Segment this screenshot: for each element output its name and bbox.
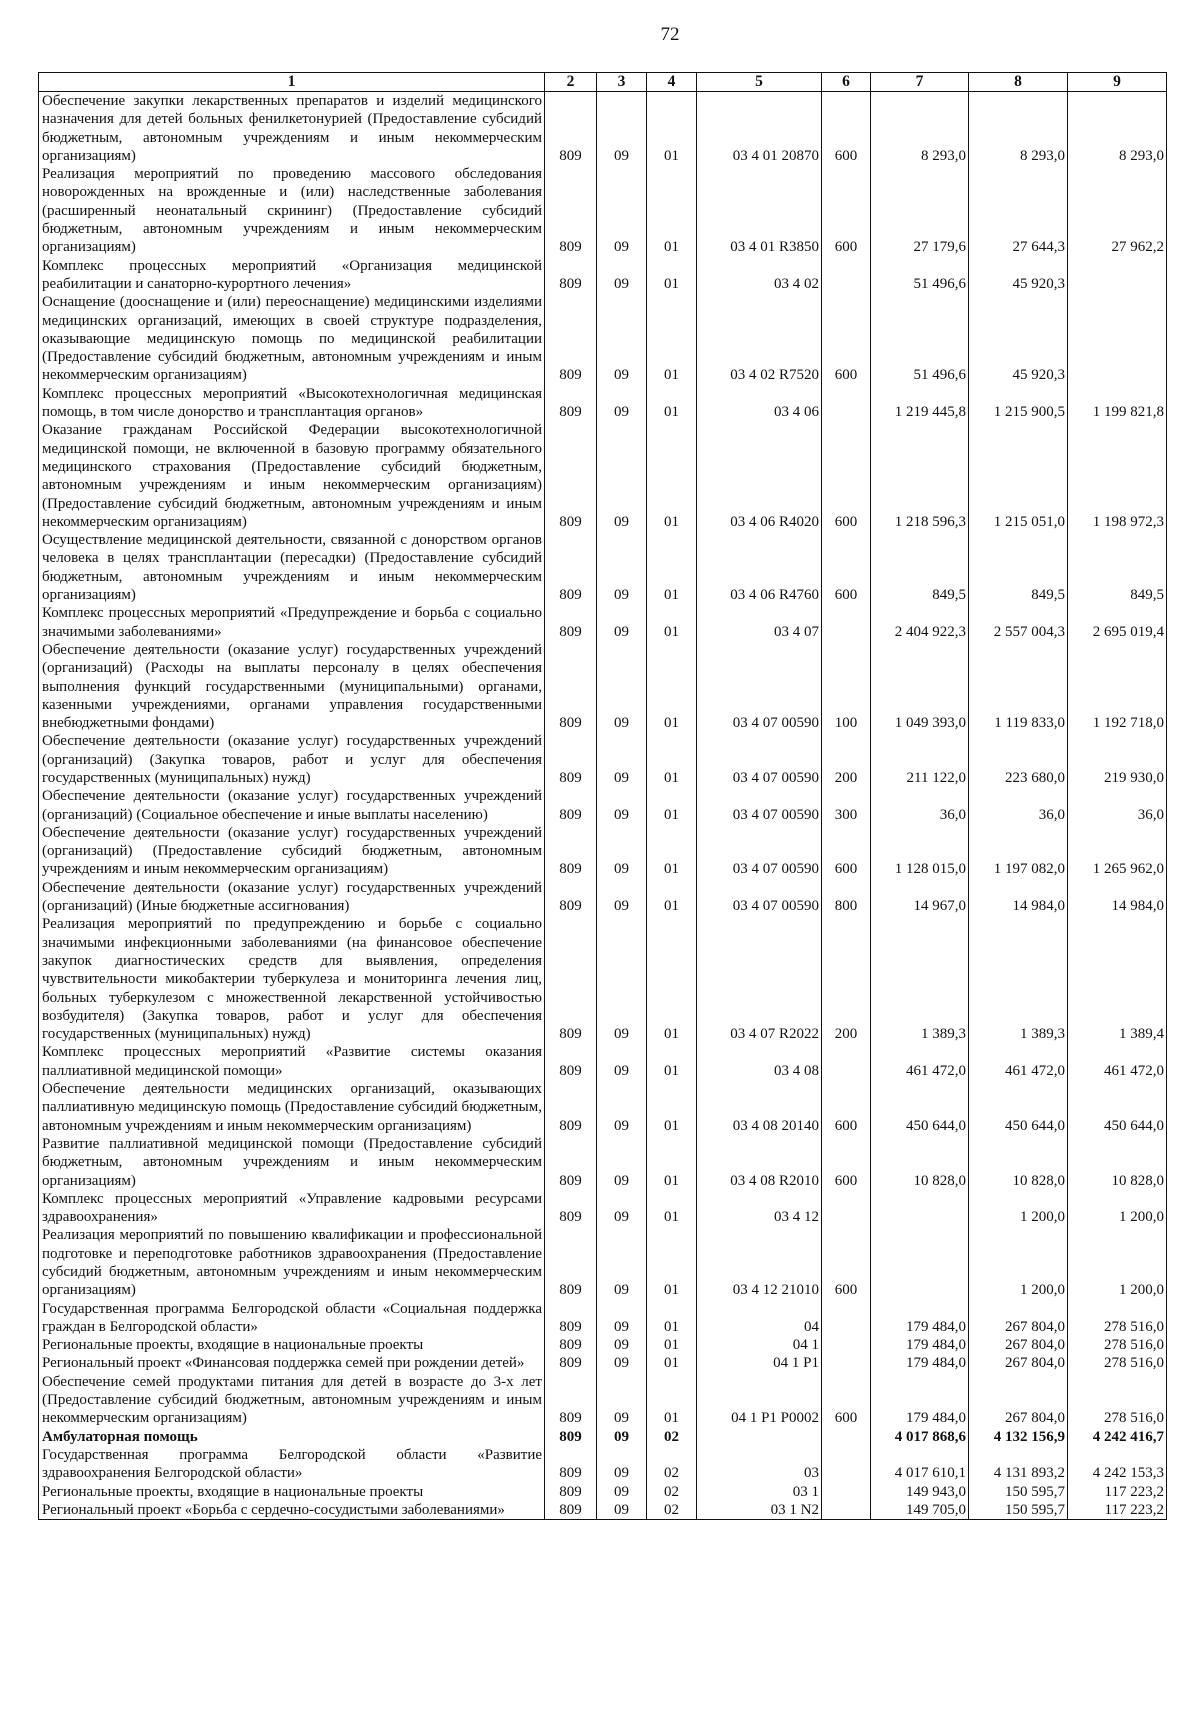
- amount-year-2: 45 920,3: [969, 257, 1068, 294]
- target-article-code: 03 4 07: [697, 604, 822, 641]
- table-row: [39, 641, 1167, 732]
- row-description: Амбулаторная помощь: [39, 1428, 545, 1446]
- section-code: 09: [597, 1226, 647, 1299]
- expense-type-code: 800: [822, 879, 871, 916]
- table-row: [39, 1354, 1167, 1372]
- table-row: [39, 1190, 1167, 1227]
- admin-code: 809: [545, 1135, 597, 1190]
- amount-year-3: 8 293,0: [1068, 92, 1167, 166]
- expense-type-code: [822, 1483, 871, 1501]
- subsection-code: 01: [647, 1190, 697, 1227]
- target-article-code: 03 4 07 R2022: [697, 915, 822, 1043]
- admin-code: 809: [545, 641, 597, 732]
- amount-year-3: [1068, 257, 1167, 294]
- amount-year-3: 1 198 972,3: [1068, 421, 1167, 531]
- amount-year-2: 267 804,0: [969, 1354, 1068, 1372]
- subsection-code: 01: [647, 1336, 697, 1354]
- section-code: 09: [597, 1135, 647, 1190]
- expense-type-code: 600: [822, 1226, 871, 1299]
- admin-code: 809: [545, 1300, 597, 1337]
- section-code: 09: [597, 915, 647, 1043]
- amount-year-2: 1 389,3: [969, 915, 1068, 1043]
- section-code: 09: [597, 1336, 647, 1354]
- section-code: 09: [597, 1080, 647, 1135]
- admin-code: 809: [545, 1354, 597, 1372]
- row-description: Реализация мероприятий по проведению массового обследования новорожденных на врожденные и (или) наследственные заболевания (расширенный неонатальный скрининг) (Предоставление субсидий бюджетным, автономным учреждениям и иным некоммерческим организациям): [39, 165, 545, 256]
- amount-year-1: 849,5: [871, 531, 969, 604]
- target-article-code: 03 4 08 R2010: [697, 1135, 822, 1190]
- admin-code: 809: [545, 787, 597, 824]
- target-article-code: 03 4 07 00590: [697, 824, 822, 879]
- amount-year-3: 2 695 019,4: [1068, 604, 1167, 641]
- subsection-code: 01: [647, 1080, 697, 1135]
- row-description: Комплекс процессных мероприятий «Развитие системы оказания паллиативной медицинской помощи»: [39, 1043, 545, 1080]
- section-code: 09: [597, 732, 647, 787]
- amount-year-1: [871, 1190, 969, 1227]
- admin-code: 809: [545, 879, 597, 916]
- amount-year-2: 1 200,0: [969, 1226, 1068, 1299]
- column-number: 8: [969, 73, 1068, 92]
- table-row: [39, 1428, 1167, 1446]
- row-description: Комплекс процессных мероприятий «Высокотехнологичная медицинская помощь, в том числе донорство и трансплантация органов»: [39, 385, 545, 422]
- table-row: [39, 1336, 1167, 1354]
- amount-year-3: 117 223,2: [1068, 1483, 1167, 1501]
- amount-year-3: 219 930,0: [1068, 732, 1167, 787]
- row-description: Региональные проекты, входящие в национальные проекты: [39, 1483, 545, 1501]
- subsection-code: 01: [647, 1226, 697, 1299]
- admin-code: 809: [545, 1501, 597, 1520]
- amount-year-1: 1 218 596,3: [871, 421, 969, 531]
- amount-year-1: 1 128 015,0: [871, 824, 969, 879]
- admin-code: 809: [545, 1226, 597, 1299]
- target-article-code: 03 4 07 00590: [697, 787, 822, 824]
- amount-year-1: 36,0: [871, 787, 969, 824]
- section-code: 09: [597, 1483, 647, 1501]
- amount-year-1: 4 017 868,6: [871, 1428, 969, 1446]
- section-code: 09: [597, 1300, 647, 1337]
- table-row: [39, 1446, 1167, 1483]
- amount-year-3: 1 200,0: [1068, 1226, 1167, 1299]
- row-description: Региональные проекты, входящие в национальные проекты: [39, 1336, 545, 1354]
- table-row: [39, 604, 1167, 641]
- amount-year-1: 179 484,0: [871, 1354, 969, 1372]
- row-description: Оказание гражданам Российской Федерации высокотехнологичной медицинской помощи, не включенной в базовую программу обязательного медицинского страхования (Предоставление субсидий бюджетным, автономным учреждениям и иным некоммерческим организациям) (Предоставление субсидий бюджетным, автономным учреждениям и иным некоммерческим организациям): [39, 421, 545, 531]
- table-row: [39, 421, 1167, 531]
- target-article-code: 03 4 07 00590: [697, 879, 822, 916]
- amount-year-2: 150 595,7: [969, 1483, 1068, 1501]
- subsection-code: 02: [647, 1446, 697, 1483]
- admin-code: 809: [545, 915, 597, 1043]
- amount-year-1: 149 943,0: [871, 1483, 969, 1501]
- admin-code: 809: [545, 165, 597, 256]
- target-article-code: 03 4 12 21010: [697, 1226, 822, 1299]
- admin-code: 809: [545, 1080, 597, 1135]
- amount-year-3: 1 192 718,0: [1068, 641, 1167, 732]
- expense-type-code: 200: [822, 732, 871, 787]
- expense-type-code: 600: [822, 1373, 871, 1428]
- subsection-code: 01: [647, 531, 697, 604]
- target-article-code: 03 1: [697, 1483, 822, 1501]
- column-number: 2: [545, 73, 597, 92]
- amount-year-1: 179 484,0: [871, 1336, 969, 1354]
- admin-code: 809: [545, 1336, 597, 1354]
- expense-type-code: [822, 1501, 871, 1520]
- amount-year-2: 1 197 082,0: [969, 824, 1068, 879]
- amount-year-3: 1 389,4: [1068, 915, 1167, 1043]
- admin-code: 809: [545, 293, 597, 384]
- expense-type-code: 600: [822, 293, 871, 384]
- section-code: 09: [597, 604, 647, 641]
- column-number: 4: [647, 73, 697, 92]
- amount-year-2: 2 557 004,3: [969, 604, 1068, 641]
- target-article-code: 03 4 01 20870: [697, 92, 822, 166]
- expense-type-code: 300: [822, 787, 871, 824]
- amount-year-2: 267 804,0: [969, 1336, 1068, 1354]
- admin-code: 809: [545, 604, 597, 641]
- row-description: Обеспечение деятельности (оказание услуг) государственных учреждений (организаций) (Иные бюджетные ассигнования): [39, 879, 545, 916]
- amount-year-3: 27 962,2: [1068, 165, 1167, 256]
- expense-type-code: 600: [822, 421, 871, 531]
- amount-year-3: 278 516,0: [1068, 1354, 1167, 1372]
- admin-code: 809: [545, 1446, 597, 1483]
- table-row: [39, 915, 1167, 1043]
- expense-type-code: 600: [822, 92, 871, 166]
- admin-code: 809: [545, 1190, 597, 1227]
- budget-table: [38, 72, 1167, 1520]
- subsection-code: 01: [647, 787, 697, 824]
- row-description: Обеспечение закупки лекарственных препаратов и изделий медицинского назначения для детей больных фенилкетонурией (Предоставление субсидий бюджетным, автономным учреждениям и иным некоммерческим организациям): [39, 92, 545, 166]
- table-row: [39, 92, 1167, 166]
- amount-year-3: 14 984,0: [1068, 879, 1167, 916]
- expense-type-code: [822, 1354, 871, 1372]
- amount-year-1: 149 705,0: [871, 1501, 969, 1520]
- amount-year-2: 1 119 833,0: [969, 641, 1068, 732]
- row-description: Государственная программа Белгородской области «Развитие здравоохранения Белгородской области»: [39, 1446, 545, 1483]
- subsection-code: 01: [647, 1373, 697, 1428]
- subsection-code: 01: [647, 92, 697, 166]
- column-number-row: [39, 73, 1167, 92]
- amount-year-1: 450 644,0: [871, 1080, 969, 1135]
- section-code: 09: [597, 165, 647, 256]
- amount-year-1: 51 496,6: [871, 257, 969, 294]
- amount-year-1: 1 389,3: [871, 915, 969, 1043]
- amount-year-2: 450 644,0: [969, 1080, 1068, 1135]
- amount-year-2: 1 215 051,0: [969, 421, 1068, 531]
- target-article-code: [697, 1428, 822, 1446]
- amount-year-2: 1 215 900,5: [969, 385, 1068, 422]
- table-row: [39, 732, 1167, 787]
- target-article-code: 03 1 N2: [697, 1501, 822, 1520]
- target-article-code: 03 4 06 R4020: [697, 421, 822, 531]
- subsection-code: 02: [647, 1483, 697, 1501]
- target-article-code: 03 4 08: [697, 1043, 822, 1080]
- expense-type-code: [822, 1190, 871, 1227]
- expense-type-code: [822, 604, 871, 641]
- row-description: Обеспечение деятельности (оказание услуг) государственных учреждений (организаций) (Социальное обеспечение и иные выплаты населению): [39, 787, 545, 824]
- amount-year-3: [1068, 293, 1167, 384]
- subsection-code: 01: [647, 293, 697, 384]
- amount-year-3: 450 644,0: [1068, 1080, 1167, 1135]
- admin-code: 809: [545, 1373, 597, 1428]
- section-code: 09: [597, 1190, 647, 1227]
- admin-code: 809: [545, 257, 597, 294]
- table-row: [39, 824, 1167, 879]
- amount-year-1: 1 049 393,0: [871, 641, 969, 732]
- amount-year-3: 278 516,0: [1068, 1373, 1167, 1428]
- row-description: Обеспечение деятельности (оказание услуг) государственных учреждений (организаций) (Закупка товаров, работ и услуг для обеспечения государственных (муниципальных) нужд): [39, 732, 545, 787]
- expense-type-code: [822, 1043, 871, 1080]
- amount-year-2: 223 680,0: [969, 732, 1068, 787]
- expense-type-code: [822, 1428, 871, 1446]
- subsection-code: 01: [647, 165, 697, 256]
- section-code: 09: [597, 421, 647, 531]
- amount-year-2: 45 920,3: [969, 293, 1068, 384]
- amount-year-2: 10 828,0: [969, 1135, 1068, 1190]
- expense-type-code: [822, 257, 871, 294]
- row-description: Реализация мероприятий по предупреждению и борьбе с социально значимыми инфекционными заболеваниями (на финансовое обеспечение закупок диагностических средств для выявления, определения чувствительности микобактерии туберкулеза и мониторинга лечения лиц, больных туберкулезом с множественной лекарственной устойчивостью возбудителя) (Закупка товаров, работ и услуг для обеспечения государственных (муниципальных) нужд): [39, 915, 545, 1043]
- section-code: 09: [597, 787, 647, 824]
- row-description: Комплекс процессных мероприятий «Предупреждение и борьба с социально значимыми заболеваниями»: [39, 604, 545, 641]
- subsection-code: 01: [647, 879, 697, 916]
- table-row: [39, 293, 1167, 384]
- section-code: 09: [597, 1446, 647, 1483]
- expense-type-code: 200: [822, 915, 871, 1043]
- amount-year-3: 1 199 821,8: [1068, 385, 1167, 422]
- amount-year-2: 8 293,0: [969, 92, 1068, 166]
- section-code: 09: [597, 293, 647, 384]
- amount-year-1: 179 484,0: [871, 1300, 969, 1337]
- amount-year-1: 461 472,0: [871, 1043, 969, 1080]
- expense-type-code: [822, 385, 871, 422]
- target-article-code: 03 4 07 00590: [697, 641, 822, 732]
- subsection-code: 02: [647, 1428, 697, 1446]
- amount-year-3: 278 516,0: [1068, 1336, 1167, 1354]
- row-description: Обеспечение семей продуктами питания для детей в возрасте до 3-х лет (Предоставление субсидий бюджетным, автономным учреждениям и иным некоммерческим организациям): [39, 1373, 545, 1428]
- subsection-code: 01: [647, 604, 697, 641]
- row-description: Обеспечение деятельности медицинских организаций, оказывающих паллиативную медицинскую помощь (Предоставление субсидий бюджетным, автономным учреждениям и иным некоммерческим организациям): [39, 1080, 545, 1135]
- column-number: 1: [39, 73, 545, 92]
- amount-year-2: 1 200,0: [969, 1190, 1068, 1227]
- expense-type-code: 600: [822, 165, 871, 256]
- amount-year-3: 10 828,0: [1068, 1135, 1167, 1190]
- subsection-code: 01: [647, 421, 697, 531]
- section-code: 09: [597, 257, 647, 294]
- table-row: [39, 257, 1167, 294]
- column-number: 7: [871, 73, 969, 92]
- target-article-code: 03 4 12: [697, 1190, 822, 1227]
- section-code: 09: [597, 879, 647, 916]
- row-description: Развитие паллиативной медицинской помощи (Предоставление субсидий бюджетным, автономным учреждениям и иным некоммерческим организациям): [39, 1135, 545, 1190]
- target-article-code: 04 1: [697, 1336, 822, 1354]
- row-description: Осуществление медицинской деятельности, связанной с донорством органов человека в целях трансплантации (пересадки) (Предоставление субсидий бюджетным, автономным учреждениям и иным некоммерческим организациям): [39, 531, 545, 604]
- table-row: [39, 385, 1167, 422]
- row-description: Обеспечение деятельности (оказание услуг) государственных учреждений (организаций) (Предоставление субсидий бюджетным, автономным учреждениям и иным некоммерческим организациям): [39, 824, 545, 879]
- table-row: [39, 1483, 1167, 1501]
- row-description: Обеспечение деятельности (оказание услуг) государственных учреждений (организаций) (Расходы на выплаты персоналу в целях обеспечения выполнения функций государственными (муниципальными) органами, казенными учреждениями, органами управления государственными внебюджетными фондами): [39, 641, 545, 732]
- subsection-code: 01: [647, 1300, 697, 1337]
- page-number: 72: [660, 24, 680, 45]
- target-article-code: 03: [697, 1446, 822, 1483]
- section-code: 09: [597, 641, 647, 732]
- amount-year-1: 10 828,0: [871, 1135, 969, 1190]
- column-number: 9: [1068, 73, 1167, 92]
- target-article-code: 04 1 P1: [697, 1354, 822, 1372]
- amount-year-1: 8 293,0: [871, 92, 969, 166]
- expense-type-code: [822, 1336, 871, 1354]
- expense-type-code: [822, 1446, 871, 1483]
- amount-year-2: 36,0: [969, 787, 1068, 824]
- amount-year-1: 211 122,0: [871, 732, 969, 787]
- table-row: [39, 1373, 1167, 1428]
- subsection-code: 01: [647, 1354, 697, 1372]
- amount-year-3: 4 242 153,3: [1068, 1446, 1167, 1483]
- amount-year-2: 4 132 156,9: [969, 1428, 1068, 1446]
- subsection-code: 01: [647, 641, 697, 732]
- row-description: Региональный проект «Борьба с сердечно-сосудистыми заболеваниями»: [39, 1501, 545, 1520]
- column-number: 5: [697, 73, 822, 92]
- column-number: 6: [822, 73, 871, 92]
- table-row: [39, 531, 1167, 604]
- admin-code: 809: [545, 1428, 597, 1446]
- target-article-code: 03 4 02: [697, 257, 822, 294]
- expense-type-code: 600: [822, 824, 871, 879]
- target-article-code: 03 4 06 R4760: [697, 531, 822, 604]
- column-number: 3: [597, 73, 647, 92]
- section-code: 09: [597, 1428, 647, 1446]
- amount-year-2: 27 644,3: [969, 165, 1068, 256]
- row-description: Государственная программа Белгородской области «Социальная поддержка граждан в Белгородской области»: [39, 1300, 545, 1337]
- target-article-code: 04: [697, 1300, 822, 1337]
- admin-code: 809: [545, 824, 597, 879]
- row-description: Комплекс процессных мероприятий «Управление кадровыми ресурсами здравоохранения»: [39, 1190, 545, 1227]
- table-row: [39, 1501, 1167, 1520]
- subsection-code: 01: [647, 1135, 697, 1190]
- target-article-code: 03 4 06: [697, 385, 822, 422]
- subsection-code: 01: [647, 1043, 697, 1080]
- section-code: 09: [597, 385, 647, 422]
- admin-code: 809: [545, 732, 597, 787]
- amount-year-2: 849,5: [969, 531, 1068, 604]
- section-code: 09: [597, 1373, 647, 1428]
- section-code: 09: [597, 531, 647, 604]
- table-row: [39, 879, 1167, 916]
- amount-year-1: 51 496,6: [871, 293, 969, 384]
- target-article-code: 03 4 02 R7520: [697, 293, 822, 384]
- amount-year-1: [871, 1226, 969, 1299]
- expense-type-code: 600: [822, 1080, 871, 1135]
- expense-type-code: 600: [822, 1135, 871, 1190]
- table-row: [39, 787, 1167, 824]
- target-article-code: 03 4 08 20140: [697, 1080, 822, 1135]
- amount-year-2: 461 472,0: [969, 1043, 1068, 1080]
- amount-year-1: 2 404 922,3: [871, 604, 969, 641]
- amount-year-2: 4 131 893,2: [969, 1446, 1068, 1483]
- table-row: [39, 165, 1167, 256]
- row-description: Реализация мероприятий по повышению квалификации и профессиональной подготовке и переподготовке работников здравоохранения (Предоставление субсидий бюджетным, автономным учреждениям и иным некоммерческим организациям): [39, 1226, 545, 1299]
- row-description: Оснащение (дооснащение и (или) переоснащение) медицинскими изделиями медицинских организаций, имеющих в своей структуре подразделения, оказывающие медицинскую помощь по медицинской реабилитации (Предоставление субсидий бюджетным, автономным учреждениям и иным некоммерческим организациям): [39, 293, 545, 384]
- table-row: [39, 1226, 1167, 1299]
- table-row: [39, 1300, 1167, 1337]
- amount-year-2: 267 804,0: [969, 1300, 1068, 1337]
- subsection-code: 02: [647, 1501, 697, 1520]
- expense-type-code: 600: [822, 531, 871, 604]
- admin-code: 809: [545, 385, 597, 422]
- admin-code: 809: [545, 421, 597, 531]
- amount-year-3: 849,5: [1068, 531, 1167, 604]
- table-row: [39, 1080, 1167, 1135]
- table-row: [39, 1043, 1167, 1080]
- amount-year-3: 1 265 962,0: [1068, 824, 1167, 879]
- amount-year-1: 14 967,0: [871, 879, 969, 916]
- admin-code: 809: [545, 92, 597, 166]
- subsection-code: 01: [647, 824, 697, 879]
- section-code: 09: [597, 1501, 647, 1520]
- subsection-code: 01: [647, 732, 697, 787]
- subsection-code: 01: [647, 915, 697, 1043]
- amount-year-2: 267 804,0: [969, 1373, 1068, 1428]
- amount-year-3: 461 472,0: [1068, 1043, 1167, 1080]
- amount-year-3: 1 200,0: [1068, 1190, 1167, 1227]
- amount-year-3: 36,0: [1068, 787, 1167, 824]
- section-code: 09: [597, 824, 647, 879]
- amount-year-1: 179 484,0: [871, 1373, 969, 1428]
- admin-code: 809: [545, 531, 597, 604]
- row-description: Региональный проект «Финансовая поддержка семей при рождении детей»: [39, 1354, 545, 1372]
- target-article-code: 03 4 07 00590: [697, 732, 822, 787]
- expense-type-code: [822, 1300, 871, 1337]
- section-code: 09: [597, 92, 647, 166]
- amount-year-1: 4 017 610,1: [871, 1446, 969, 1483]
- amount-year-3: 278 516,0: [1068, 1300, 1167, 1337]
- table-row: [39, 1135, 1167, 1190]
- amount-year-2: 150 595,7: [969, 1501, 1068, 1520]
- subsection-code: 01: [647, 385, 697, 422]
- amount-year-3: 4 242 416,7: [1068, 1428, 1167, 1446]
- subsection-code: 01: [647, 257, 697, 294]
- section-code: 09: [597, 1354, 647, 1372]
- amount-year-1: 1 219 445,8: [871, 385, 969, 422]
- admin-code: 809: [545, 1483, 597, 1501]
- amount-year-2: 14 984,0: [969, 879, 1068, 916]
- admin-code: 809: [545, 1043, 597, 1080]
- section-code: 09: [597, 1043, 647, 1080]
- amount-year-1: 27 179,6: [871, 165, 969, 256]
- expense-type-code: 100: [822, 641, 871, 732]
- target-article-code: 04 1 P1 P0002: [697, 1373, 822, 1428]
- amount-year-3: 117 223,2: [1068, 1501, 1167, 1520]
- target-article-code: 03 4 01 R3850: [697, 165, 822, 256]
- row-description: Комплекс процессных мероприятий «Организация медицинской реабилитации и санаторно-курортного лечения»: [39, 257, 545, 294]
